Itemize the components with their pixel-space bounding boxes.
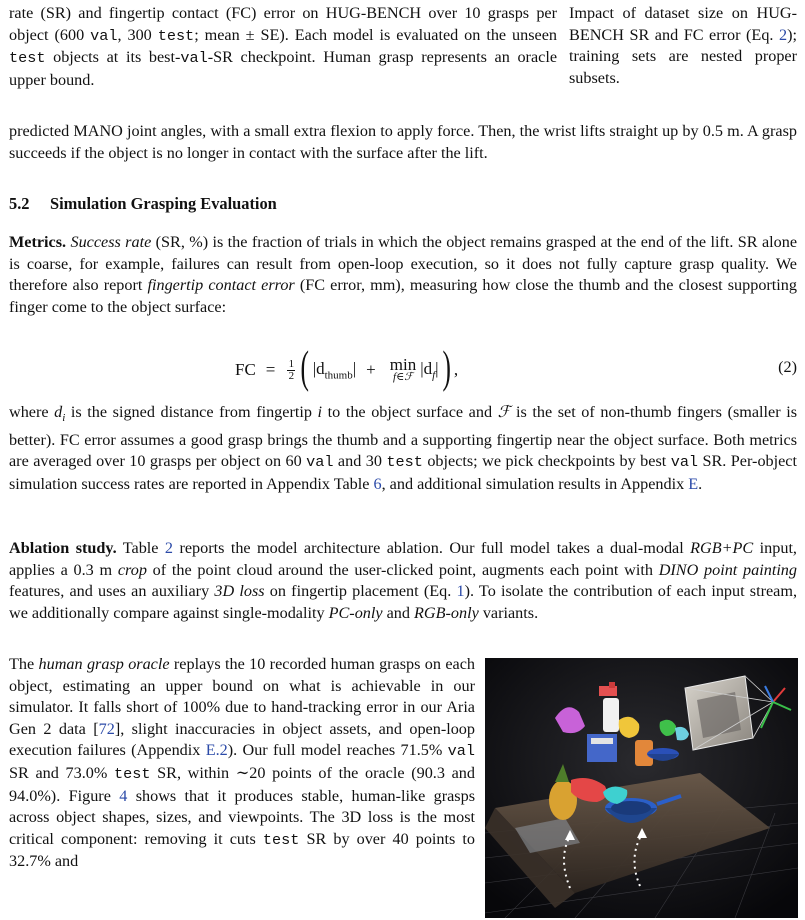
min-operator: min f∈ℱ (389, 354, 417, 383)
appendix-link[interactable]: E (688, 475, 699, 494)
table-caption: rate (SR) and fingertip contact (FC) error on HUG-BENCH over 10 grasps per object (600 val, 300 test; mean ± SE). Each model is evaluated on the unseen test objects at its best-val-SR checkpoint. Human grasp represents an oracle upper bound. (9, 4, 557, 89)
equation-link[interactable]: 2 (779, 25, 788, 44)
fraction-one-half: $\frac{1}{2}$ (288, 357, 295, 382)
figure-link[interactable]: 4 (119, 786, 128, 805)
body-paragraph: predicted MANO joint angles, with a small extra flexion to apply force. Then, the wrist lifts straight up by 0.5 m. A grasp succeeds if the object is no longer in contact with the surface after the lift. (9, 122, 797, 162)
metrics-paragraph: Metrics. Success rate (SR, %) is the fraction of trials in which the object remains grasped at the end of the lift. SR alone is coarse, for example, failures can result from open-loop execution, so it does not fully capture grasp quality. We therefore also report fingertip contact error (FC error, mm), measuring how close the thumb and the closest supporting finger come to the object surface: (9, 233, 798, 316)
oracle-paragraph: The human grasp oracle replays the 10 recorded human grasps on each object, estimating an upper bound on what is achievable in our simulator. It falls short of 100% due to hand-tracking error in our Aria Gen 2 data [72], slight inaccuracies in object assets, and open-loop execution failures (Appendix E.2). Our full model reaches 71.5% val SR and 73.0% test SR, within ∼20 points of the oracle (90.3 and 94.0%). Figure 4 shows that it produces stable, human-like grasps across object shapes, sizes, and viewpoints. The 3D loss is the most critical component: removing it cuts test SR by over 40 points to 32.7% and (9, 655, 476, 871)
equation-link[interactable]: 1 (456, 582, 465, 601)
body-paragraph-where: where $d_i$ is the signed distance from fingertip i to the object surface and ℱ is the set of non-thumb fingers (smaller is better). FC error assumes a good grasp brings the thumb and a supporting fingertip near the object surface. Both metrics are averaged over 10 grasps per object on 60 val and 30 test objects; we pick checkpoints by best val SR. Per-object simulation success rates are reported in Appendix Table 6, and additional simulation results in Appendix E. (9, 403, 797, 494)
appendix-link[interactable]: E.2 (205, 741, 228, 760)
scene-render (485, 658, 798, 918)
section-heading (9, 194, 277, 214)
equation-fc: FC = $\frac{1}{2}$ ( $|d_{thumb}|$ + min f∈ℱ $|d_f|$ ) , (2) (235, 341, 797, 392)
citation-link[interactable]: 72 (98, 719, 115, 738)
section-title: Simulation Grasping Evaluation (50, 194, 277, 213)
table-link[interactable]: 2 (164, 539, 174, 557)
equation-number: (2) (778, 358, 797, 376)
simulation-scene-figure (485, 658, 798, 918)
ablation-paragraph: Ablation study. Table 2 reports the model architecture ablation. Our full model takes a dual-modal RGB+PC input, applies a 0.3 m crop of the point cloud around the user-clicked point, augments each point with DINO point painting features, and uses an auxiliary 3D loss on fingertip placement (Eq. 1). To isolate the contribution of each input stream, we additionally compare against single-modality PC-only and RGB-only variants. (9, 539, 798, 622)
section-number: 5.2 (9, 194, 30, 213)
table-link[interactable]: 6 (373, 475, 382, 494)
figure-caption-dataset-size: Impact of dataset size on HUG-BENCH SR and FC error (Eq. 2); training sets are nested proper subsets. (569, 4, 797, 87)
